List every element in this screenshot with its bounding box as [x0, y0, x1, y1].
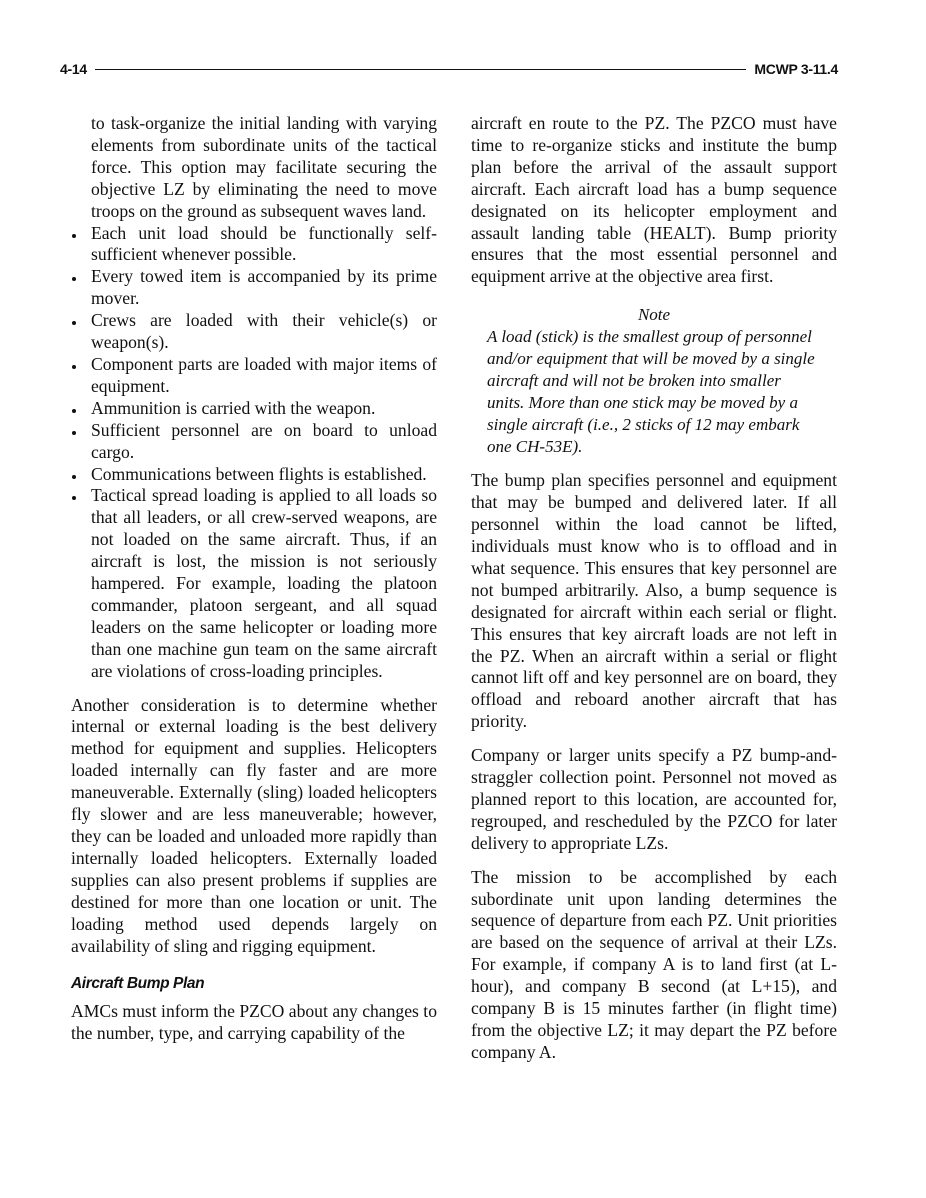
spacer — [471, 288, 837, 304]
page-header — [60, 58, 838, 80]
list-item: Ammunition is carried with the weapon. — [71, 398, 437, 420]
paragraph-continuation: aircraft en route to the PZ. The PZCO must have time to re-organize sticks and institute the bump plan before the arrival of the assault support aircraft. Each aircraft load has a bump sequence designated on its helicopter employment and assault landing table (HEALT). Bump priority ensures that the most essential personnel and equipment arrive at the objective area first. — [471, 113, 837, 287]
spacer — [471, 733, 837, 745]
loading-principles-list — [71, 223, 437, 683]
spacer — [71, 683, 437, 695]
bullet-icon — [72, 496, 76, 500]
list-item: Sufficient personnel are on board to unload cargo. — [71, 420, 437, 464]
section-heading: Aircraft Bump Plan — [71, 975, 205, 993]
list-item: Communications between flights is established. — [71, 464, 437, 486]
bullet-icon — [72, 321, 76, 325]
spacer — [471, 458, 837, 470]
bullet-icon — [72, 409, 76, 413]
paragraph-straggler-point: Company or larger units specify a PZ bump-and-straggler collection point. Personnel not moved as planned report to this location, are accounted for, regrouped, and rescheduled by the PZCO for later delivery to appropriate LZs. — [471, 745, 837, 853]
right-column — [471, 113, 837, 1064]
note-title: Note — [637, 305, 671, 325]
spacer — [71, 957, 437, 973]
bullet-icon — [72, 365, 76, 369]
continued-bullet-text: to task-organize the initial landing with varying elements from subordinate units of the tactical force. This option may facilitate securing the objective LZ by eliminating the need to move troops on the ground as subsequent waves land. — [91, 113, 437, 221]
paragraph-loading-method: Another consideration is to determine whether internal or external loading is the best delivery method for equipment and supplies. Helicopters loaded internally can fly faster and are more maneuverable. Externally (sling) loaded helicopters fly slower and are less maneuverable; however, they can be loaded and unloaded more rapidly than internally loaded helicopters. Externally loaded supplies can also present problems if supplies are destined for more than one location or unit. The loading method used depends largely on availability of sling and rigging equipment. — [71, 694, 437, 956]
spacer — [471, 855, 837, 867]
page-number: 4-14 — [60, 61, 87, 77]
left-column — [71, 113, 437, 1045]
bullet-icon — [72, 277, 76, 281]
paragraph-amcs: AMCs must inform the PZCO about any changes to the number, type, and carrying capability of the — [71, 1001, 437, 1044]
header-rule — [95, 69, 747, 70]
bullet-icon — [72, 234, 76, 238]
publication-id: MCWP 3-11.4 — [754, 61, 838, 77]
list-item: Component parts are loaded with major items of equipment. — [71, 354, 437, 398]
note-text: A load (stick) is the smallest group of personnel and/or equipment that will be moved by a single aircraft and will not be broken into smaller units. More than one stick may be moved by a single aircraft (i.e., 2 sticks of 12 may embark one CH-53E). — [487, 327, 815, 457]
paragraph-departure-sequence: The mission to be accomplished by each subordinate unit upon landing determines the sequence of departure from each PZ. Unit priorities are based on the sequence of arrival at their LZs. For example, if company A is to land first (at L-hour), and company B second (at L+15), and company B is 15 minutes farther (in flight time) from the objective LZ; it may depart the PZ before company A. — [471, 866, 837, 1062]
paragraph-bump-plan: The bump plan specifies personnel and equipment that may be bumped and delivered later. If all personnel within the load cannot be lifted, individuals must know who is to offload and in what sequence. This ensures that key personnel are not bumped arbitrarily. Also, a bump sequence is designated for aircraft within each serial or flight. This ensures that key aircraft loads are not left in the PZ. When an aircraft within a serial or flight cannot lift off and key personnel are on board, they offload and reboard another aircraft that has priority. — [471, 470, 837, 732]
list-item: Each unit load should be functionally self-sufficient whenever possible. — [71, 223, 437, 267]
list-item: Every towed item is accompanied by its prime mover. — [71, 266, 437, 310]
note-callout — [471, 304, 837, 458]
list-item: Tactical spread loading is applied to all loads so that all leaders, or all crew-served weapons, are not loaded on the same aircraft. Thus, if an aircraft is lost, the mission is not seriously hampered. For example, loading the platoon commander, platoon sergeant, and all squad leaders on the same helicopter or loading more than one machine gun team on the same aircraft are violations of cross-loading principles. — [71, 485, 437, 682]
bullet-icon — [72, 431, 76, 435]
list-item: Crews are loaded with their vehicle(s) or weapon(s). — [71, 310, 437, 354]
bullet-icon — [72, 475, 76, 479]
